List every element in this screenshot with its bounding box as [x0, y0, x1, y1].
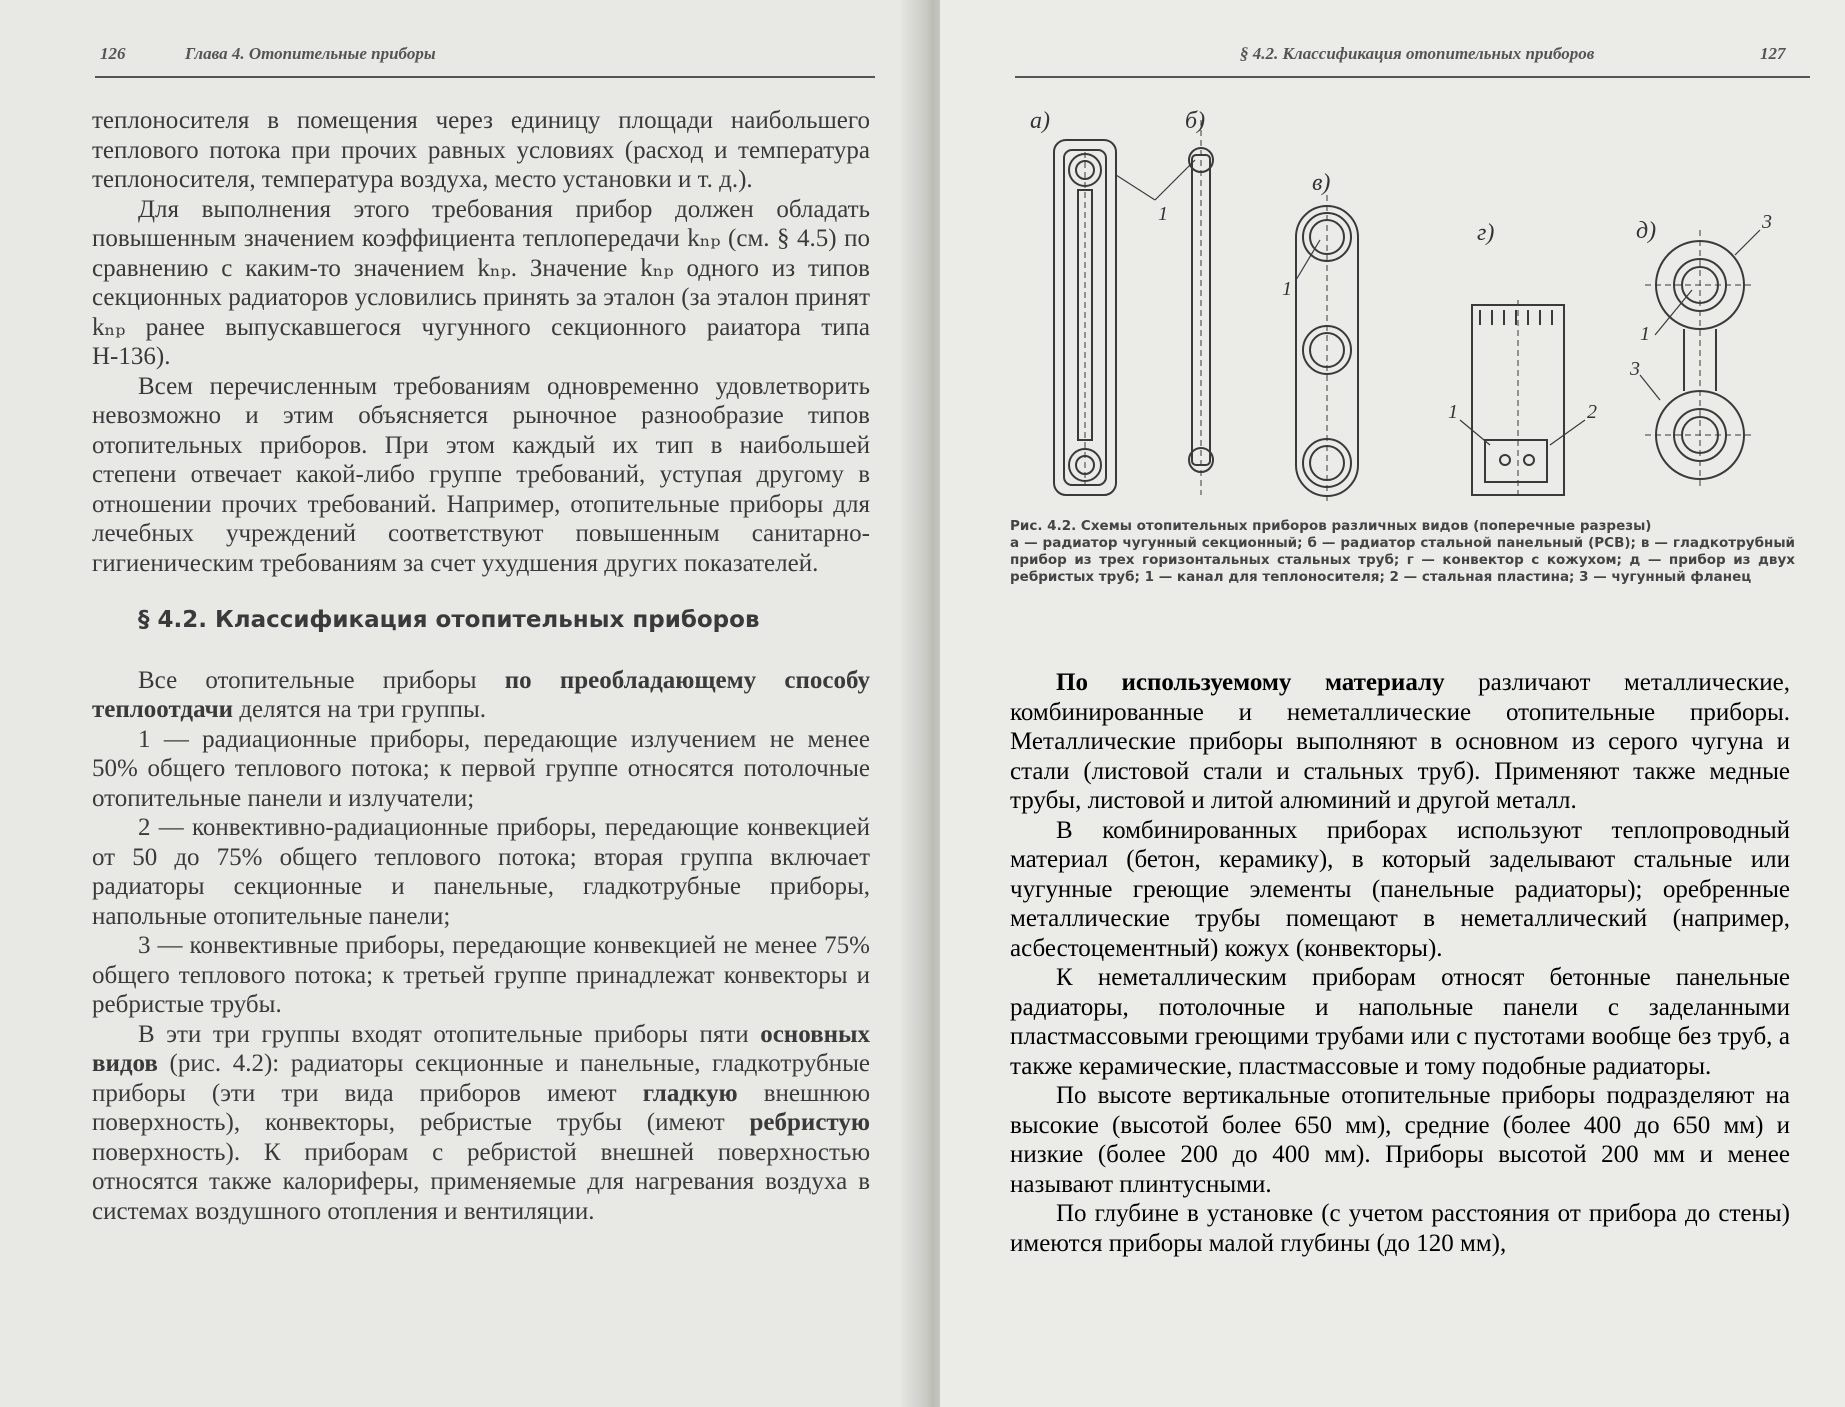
figure-label-a: а) — [1030, 108, 1050, 134]
group-item-3: 3 — конвективные приборы, передающие конвекцией не менее 75% общего теплового потока; к третьей группе принадлежат конвекторы и ребристые трубы. — [92, 932, 870, 1018]
figure-4-2 — [1020, 100, 1800, 510]
bold-term: ребристую — [749, 1109, 870, 1136]
left-header-rule — [95, 76, 875, 78]
right-header-rule — [1015, 76, 1810, 78]
bold-term: по преобладающему способу теплоотдачи — [92, 666, 870, 723]
group-item-1: 1 — радиационные приборы, передающие излучением не менее 50% общего теплового потока; к первой группе относятся потолочные отопительные панели и излучатели; — [92, 725, 870, 812]
paragraph: В комбинированных приборах используют теплопроводный материал (бетон, керамику), в который заделывают стальные или чугунные греющие элементы (панельные радиаторы); оребренные металлические трубы помещают в неметаллический (например, асбестоцементный) кожух (конвекторы). — [1010, 816, 1790, 962]
figure-label-b: б) — [1185, 108, 1206, 134]
left-running-head: Глава 4. Отопительные приборы — [185, 44, 436, 63]
paragraph: По высоте вертикальные отопительные приборы подразделяют на высокие (высотой более 650 мм), средние (более 400 до 650 мм) и низкие (более 200 до 400 мм). Приборы высотой 200 мм и менее называют плинтусными. — [1010, 1082, 1790, 1198]
bold-term: По используемому материалу — [1056, 669, 1445, 696]
callout-1: 1 — [1158, 203, 1168, 225]
callout-2: 2 — [1587, 401, 1597, 423]
figure-label-v: в) — [1312, 170, 1331, 196]
bold-term: гладкую — [642, 1079, 738, 1107]
callout-1: 1 — [1448, 401, 1458, 423]
right-body-text — [1010, 668, 1790, 1258]
text-span: различают металлические, комбинированные и неметаллические отопительные приборы. Металлические приборы выполняют в основном из серого чугуна и стали (листовой стали и стальных труб). Применяют также медные трубы, листовой и литой алюминий и другой металл. — [1010, 669, 1790, 814]
figure-label-g: г) — [1477, 220, 1495, 246]
paragraph: теплоносителя в помещения через единицу площади наибольшего теплового потока при прочих равных условиях (расход и температура теплоносителя, температура воздуха, место установки и т. д.). — [92, 107, 870, 193]
text-span: делятся на три группы. — [233, 696, 487, 723]
paragraph: К неметаллическим приборам относят бетонные панельные радиаторы, потолочные и напольные панели с заделанными пластмассовыми греющими трубами или с пустотами вообще без труб, а также керамические, пластмассовые и тому подобные радиаторы. — [1010, 964, 1790, 1080]
bold-term: основных видов — [92, 1020, 870, 1077]
convector-g-drawing — [1472, 300, 1564, 500]
callout-1: 1 — [1640, 323, 1650, 345]
text-span: поверхность). К приборам с ребристой внешней поверхностью относятся также калориферы, применяемые для нагревания воздуха в системах воздушного отопления и вентиляции. — [92, 1138, 870, 1225]
paragraph: Для выполнения этого требования прибор должен обладать повышенным значением коэффициента теплопередачи kₙₚ (см. § 4.5) по сравнению с каким-то значением kₙₚ. Значение kₙₚ одного из типов секционных радиаторов условились принять за эталон (за эталон принят kₙₚ ранее выпускавшегося чугунного секционного раиатора типа Н-136). — [92, 195, 870, 370]
text-span: (рис. 4.2): радиаторы секционные и панельные, гладкотрубные приборы (эти три вида приборов имеют — [92, 1050, 870, 1107]
finned-tube-d-drawing — [1645, 230, 1755, 490]
figure-caption — [1010, 518, 1795, 586]
group-item-2: 2 — конвективно-радиационные приборы, передающие конвекцией от 50 до 75% общего теплового потока; вторая группа включает радиаторы секционные и панельные, гладкотрубные приборы, напольные отопительные панели; — [92, 814, 870, 930]
paragraph: Всем перечисленным требованиям одновременно удовлетворить невозможно и этим объясняется рыночное разнообразие типов отопительных приборов. При этом каждый их тип в наибольшей степени отвечает какой-либо группе требований, уступая другому в отношении прочих требований. Например, отопительные приборы для лечебных учреждений соответствуют повышенным санитарно-гигиеническим требованиям за счет ухудшения других показателей. — [92, 372, 870, 577]
callout-3: 3 — [1630, 358, 1640, 380]
caption-title: Рис. 4.2. Схемы отопительных приборов различных видов (поперечные разрезы) — [1010, 518, 1652, 534]
paragraph-groups — [92, 666, 870, 725]
callout-3: 3 — [1762, 211, 1772, 233]
section-heading: § 4.2. Классификация отопительных приборов — [138, 607, 760, 633]
text-span: внешнюю поверхность), конвекторы, ребристые трубы (имеют — [92, 1079, 871, 1136]
radiator-b-drawing — [1189, 120, 1213, 495]
text-span: Все отопительные приборы — [138, 666, 505, 694]
left-page-number: 126 — [100, 44, 126, 63]
figure-label-d: д) — [1636, 218, 1657, 244]
paragraph-material — [1010, 668, 1790, 816]
paragraph: По глубине в установке (с учетом расстояния от прибора до стены) имеются приборы малой глубины (до 120 мм), — [1010, 1200, 1790, 1257]
right-running-head: § 4.2. Классификация отопительных приборов — [1240, 44, 1595, 63]
radiator-a-drawing — [1054, 140, 1116, 495]
left-body-text — [92, 106, 870, 1226]
text-span: В эти три группы входят отопительные приборы пяти — [138, 1020, 761, 1048]
caption-body: а — радиатор чугунный секционный; б — радиатор стальной панельный (РСВ); в — гладкотрубный прибор из трех горизонтальных стальных труб; г — конвектор с кожухом; д — прибор из двух ребристых труб; 1 — канал для теплоносителя; 2 — стальная пластина; 3 — чугунный фланец — [1010, 535, 1795, 585]
smooth-tube-c-drawing — [1296, 195, 1358, 505]
callout-1: 1 — [1282, 278, 1292, 300]
left-page — [0, 0, 920, 1407]
paragraph-kinds — [92, 1020, 870, 1227]
right-page-number: 127 — [1760, 44, 1786, 63]
